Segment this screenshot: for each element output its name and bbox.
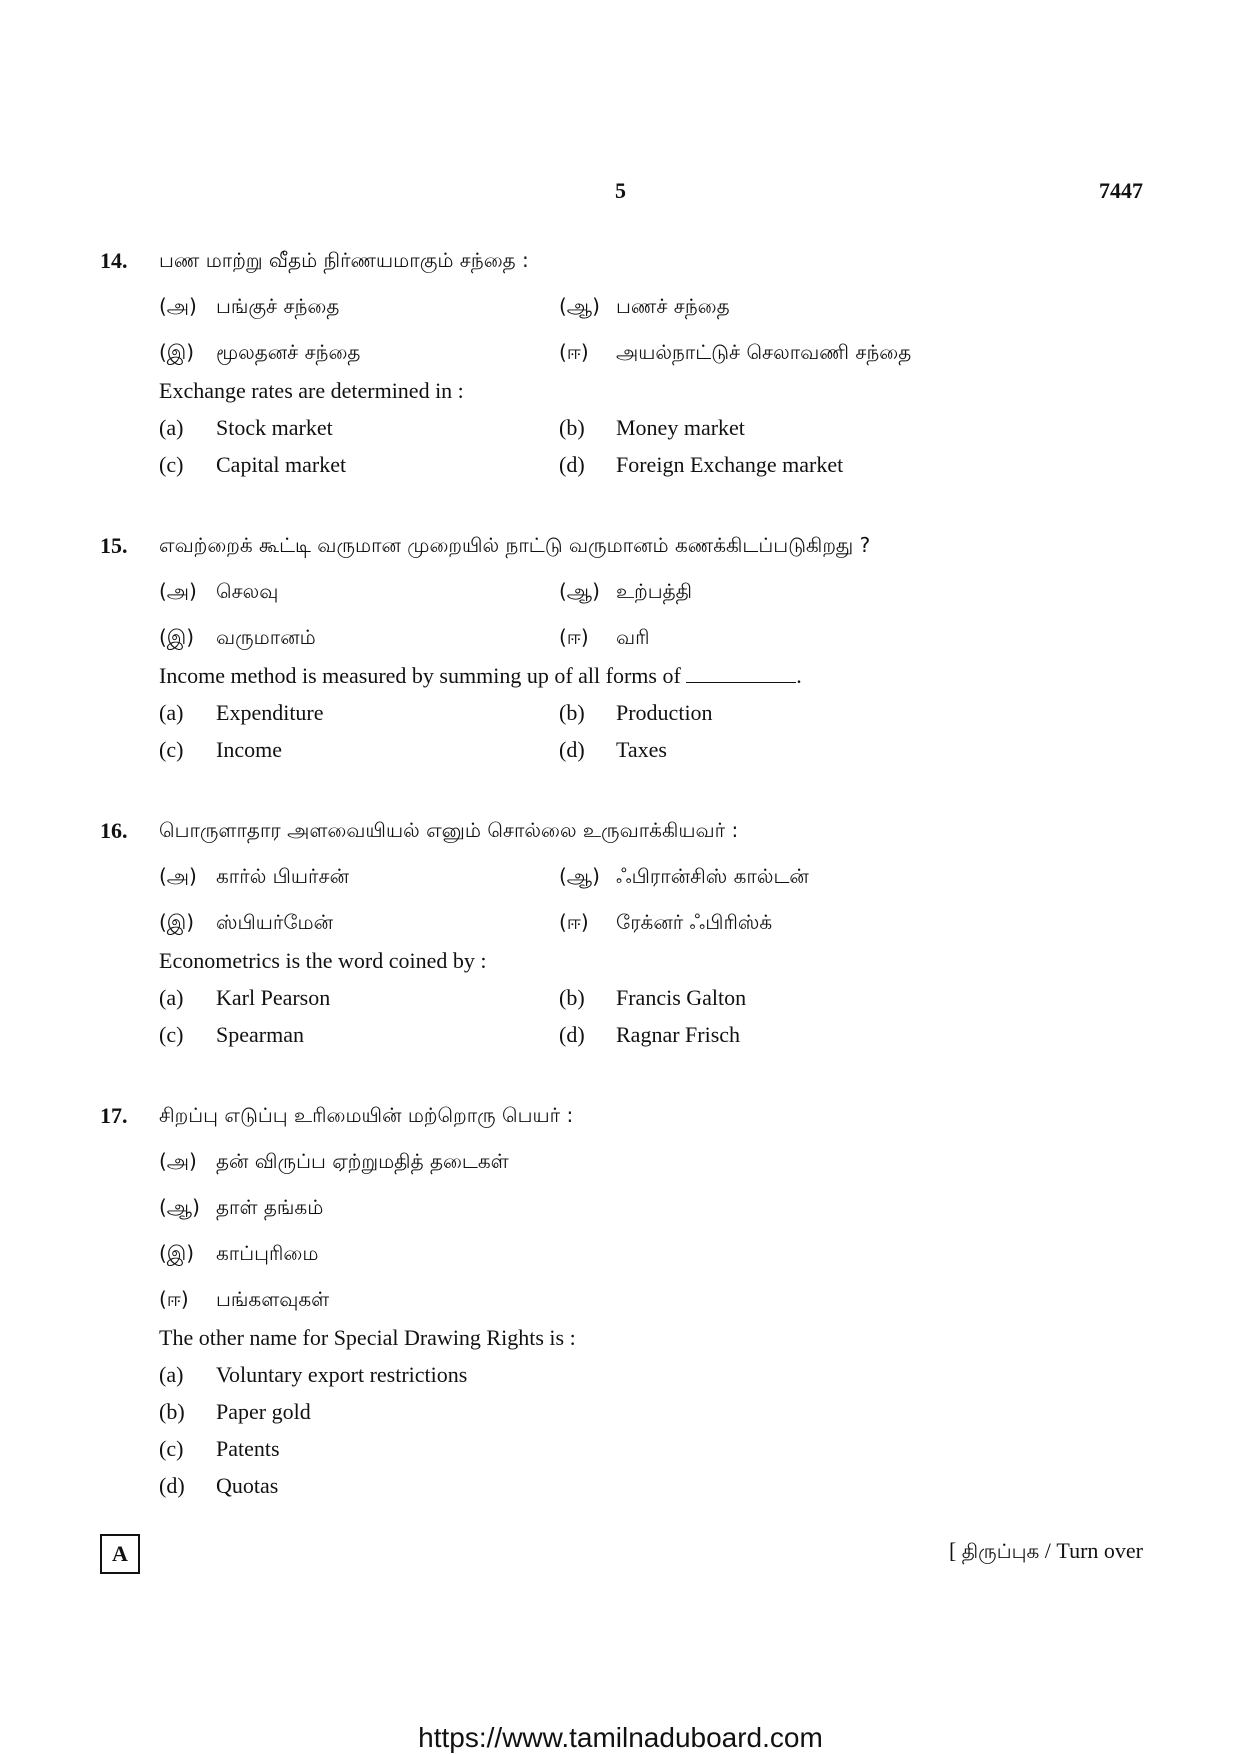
option-english-b: (b) Money market: [559, 415, 745, 440]
question-text-tamil: எவற்றைக் கூட்டி வருமான முறையில் நாட்டு வருமானம் கணக்கிடப்படுகிறது ?: [159, 533, 871, 557]
option-english-a: (a) Expenditure: [159, 700, 324, 725]
option-tamil-2: (ஆ) தாள் தங்கம்: [159, 1195, 324, 1219]
page-number: 5: [615, 178, 626, 203]
question-number: 16.: [100, 818, 128, 843]
option-tamil-4: (ஈ) பங்களவுகள்: [159, 1287, 330, 1311]
option-tamil-3: (இ) வருமானம்: [159, 625, 316, 649]
option-english-b: (b) Production: [559, 700, 713, 725]
option-tamil-2: (ஆ) உற்பத்தி: [559, 579, 693, 603]
option-english-b: (b) Paper gold: [159, 1399, 311, 1424]
option-english-c: (c) Income: [159, 737, 282, 762]
watermark-url: https://www.tamilnaduboard.com: [418, 1722, 823, 1753]
option-tamil-4: (ஈ) அயல்நாட்டுச் செலாவணி சந்தை: [559, 340, 912, 364]
option-english-a: (a) Karl Pearson: [159, 985, 331, 1010]
answer-blank: [686, 664, 796, 683]
option-english-c: (c) Spearman: [159, 1022, 304, 1047]
option-english-d: (d) Quotas: [159, 1473, 279, 1498]
option-tamil-4: (ஈ) ரேக்னர் ஃபிரிஸ்க்: [559, 910, 773, 934]
option-tamil-1: (அ) தன் விருப்ப ஏற்றுமதித் தடைகள்: [159, 1149, 509, 1173]
question-number: 17.: [100, 1103, 128, 1128]
question-text-english: Exchange rates are determined in :: [159, 378, 464, 403]
option-english-c: (c) Patents: [159, 1436, 280, 1461]
question-number: 15.: [100, 533, 128, 558]
option-tamil-1: (அ) கார்ல் பியர்சன்: [159, 864, 349, 888]
paper-code: 7447: [1099, 178, 1143, 203]
option-english-d: (d) Taxes: [559, 737, 667, 762]
option-english-b: (b) Francis Galton: [559, 985, 747, 1010]
option-english-a: (a) Voluntary export restrictions: [159, 1362, 468, 1387]
turn-over-note: [ திருப்புக / Turn over: [948, 1538, 1143, 1563]
option-english-c: (c) Capital market: [159, 452, 347, 477]
option-tamil-2: (ஆ) பணச் சந்தை: [559, 294, 730, 318]
question-number: 14.: [100, 248, 128, 273]
option-tamil-1: (அ) செலவு: [159, 579, 279, 603]
question-text-tamil: சிறப்பு எடுப்பு உரிமையின் மற்றொரு பெயர் :: [159, 1103, 574, 1127]
option-tamil-3: (இ) காப்புரிமை: [159, 1241, 319, 1265]
question-text-english: The other name for Special Drawing Rights is :: [159, 1325, 576, 1350]
question-text-english: Income method is measured by summing up of all forms of .: [159, 663, 802, 688]
option-tamil-1: (அ) பங்குச் சந்தை: [159, 294, 340, 318]
question-text-tamil: பொருளாதார அளவையியல் எனும் சொல்லை உருவாக்கியவர் :: [159, 818, 739, 842]
option-tamil-4: (ஈ) வரி: [559, 625, 650, 649]
option-tamil-2: (ஆ) ஃபிரான்சிஸ் கால்டன்: [559, 864, 809, 888]
option-tamil-3: (இ) ஸ்பியர்மேன்: [159, 910, 334, 934]
option-english-a: (a) Stock market: [159, 415, 333, 440]
question-text-english: Econometrics is the word coined by :: [159, 948, 487, 973]
question-text-tamil: பண மாற்று வீதம் நிர்ணயமாகும் சந்தை :: [159, 248, 529, 272]
option-tamil-3: (இ) மூலதனச் சந்தை: [159, 340, 361, 364]
option-english-d: (d) Foreign Exchange market: [559, 452, 844, 477]
option-english-d: (d) Ragnar Frisch: [559, 1022, 741, 1047]
version-box: A: [100, 1534, 140, 1574]
